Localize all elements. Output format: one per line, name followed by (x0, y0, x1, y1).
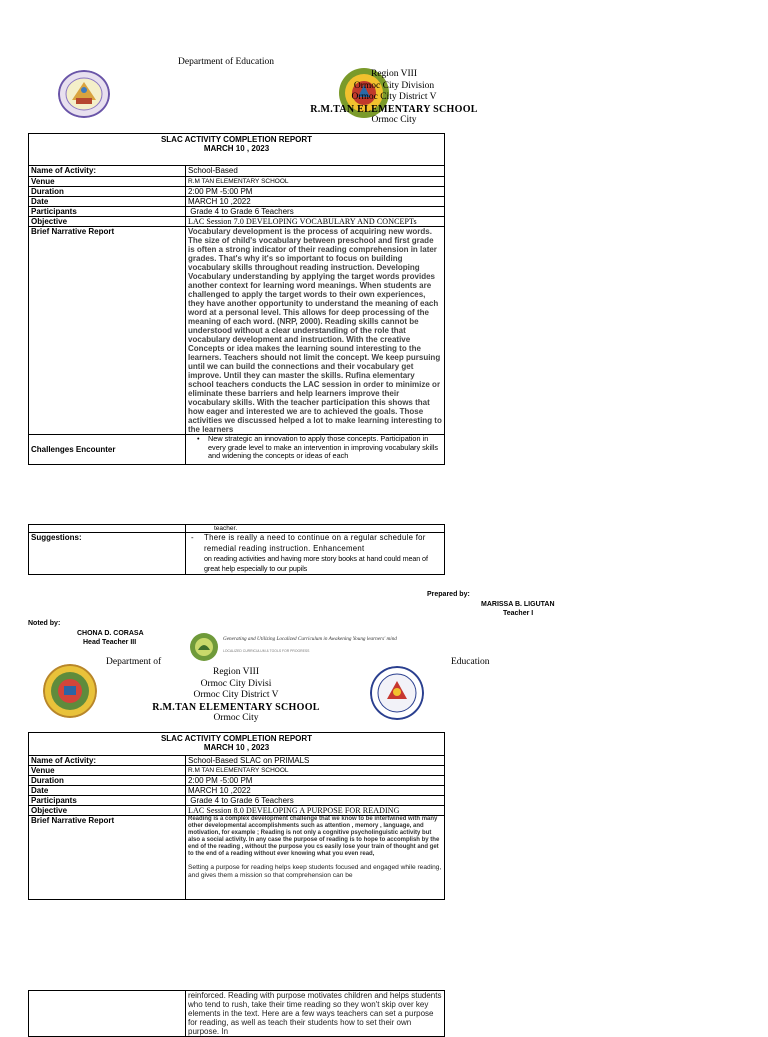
deped-seal-icon (370, 666, 424, 720)
participants-label: Participants (29, 207, 186, 217)
teacher-tail (186, 525, 445, 533)
objective-value-2: LAC Session 8.0 DEVELOPING A PURPOSE FOR READING (186, 806, 445, 816)
duration-label-2: Duration (29, 776, 186, 786)
banner-tagline: Generating and Utilizing Localized Curriculum in Awakening Young learners' mind (223, 636, 397, 642)
school-header-block (296, 69, 492, 127)
empty-cell (29, 525, 186, 533)
objective-label: Objective (29, 217, 186, 227)
report-table-1 (28, 133, 445, 465)
narrative-value: Vocabulary development is the process of acquiring new words. The size of child's vocabulary between preschool and first grade is often a strong indicator of their reading comprehension in later grades. That's why it's so important to focus on building vocabulary skills throughout reading instruction. Developing Vocabulary understanding by applying the target words provides another context for learning word meanings. When students are challenged to apply the target words to their own experiences, they have another opportunity to understand the meaning of each word at a personal level. This allows for deep processing of the meaning of each word. (NRP, 2000). Reading skills cannot be understood without a clear understanding of the role that vocabulary development and instruction. With the creative Concepts or idea makes the learning sound interesting to the learners. Teachers should not limit the concept. We keep pursuing until we can build the connections and their vocabulary get improve. Until they can master the skills. Rufina elementary school teachers conducts the LAC session in order to minimize or eliminate these barriers and help learners improve their vocabulary skills. With the teacher participation this shows that how eager and interested we are to achieved the goals. Those activities we discussed helped a lot to make learning interesting to the learners (186, 227, 445, 435)
name-of-activity-label: Name of Activity: (29, 166, 186, 177)
city-line: Ormoc City (371, 115, 417, 125)
duration-label: Duration (29, 187, 186, 197)
noted-by-label: Noted by: (28, 620, 61, 627)
report-title-cell-2 (29, 733, 445, 756)
teacher-tail-text: teacher. (214, 525, 238, 532)
narrative-label: Brief Narrative Report (29, 227, 186, 435)
report-table-1-continued (28, 524, 445, 575)
narrative-value-2b: Setting a purpose for reading helps keep students focused and engaged while reading, and gives them a mission so that comprehension can be (188, 864, 442, 879)
participants-label-2: Participants (29, 796, 186, 806)
noted-name: CHONA D. CORASA (77, 630, 144, 637)
venue-value-2: R.M TAN ELEMENTARY SCHOOL (186, 766, 445, 776)
city-line-2: Ormoc City (213, 713, 259, 723)
guliam-logo-icon (189, 632, 219, 662)
suggestions-value-b: on reading activities and having more story books at hand could mean of great help especially to our pupils (204, 554, 428, 573)
report-date-line: MARCH 10 , 2023 (203, 144, 270, 153)
objective-label-2: Objective (29, 806, 186, 816)
date-label-2: Date (29, 786, 186, 796)
venue-value: R.M TAN ELEMENTARY SCHOOL (186, 177, 445, 187)
duration-value-2: 2:00 PM -5:00 PM (186, 776, 445, 786)
narrative-tail-2: reinforced. Reading with purpose motivates children and helps students who tend to rush, take their time reading so they won't skip over key elements in the text. Here are a few ways teachers can set a purpose for reading, as well as teach their students how to set their own purpose. In (186, 991, 445, 1037)
name-of-activity-value: School-Based (186, 166, 445, 177)
name-of-activity-label-2: Name of Activity: (29, 756, 186, 766)
report-title-2: SLAC ACTIVITY COMPLETION REPORT (160, 734, 313, 743)
region-line-2: Region VIII (213, 667, 259, 677)
school-name-2: R.M.TAN ELEMENTARY SCHOOL (152, 701, 320, 713)
report-title: SLAC ACTIVITY COMPLETION REPORT (160, 135, 313, 144)
suggestions-label: Suggestions: (29, 533, 186, 575)
suggestions-value-a: There is really a need to continue on a regular schedule for remedial reading instruction. Enhancement (204, 533, 426, 553)
empty-cell-2 (29, 991, 186, 1037)
report-date-line-2: MARCH 10 , 2023 (203, 743, 270, 752)
date-label: Date (29, 197, 186, 207)
department-left-label: Department of (106, 657, 162, 667)
venue-label-2: Venue (29, 766, 186, 776)
challenges-value: New strategic an innovation to apply those concepts. Participation in every grade level to make an intervention in improving vocabulary skills and widening the concepts or ideas of each (208, 434, 438, 460)
report-table-2-continued (28, 990, 445, 1037)
district-line: Ormoc City District V (351, 92, 437, 102)
participants-value: Grade 4 to Grade 6 Teachers (186, 207, 445, 217)
report-table-2 (28, 732, 445, 900)
report-title-cell (29, 134, 445, 166)
date-value-2: MARCH 10 ,2022 (186, 786, 445, 796)
prepared-title: Teacher I (503, 610, 534, 617)
narrative-label-2: Brief Narrative Report (29, 816, 186, 900)
objective-value: LAC Session 7.0 DEVELOPING VOCABULARY AND CONCEPTs (186, 217, 445, 227)
duration-value: 2:00 PM -5:00 PM (186, 187, 445, 197)
narrative-cell-2 (186, 816, 445, 900)
narrative-value-2a: Reading is a complex development challenge that we know to be intertwined with many other developmental accomplishments such as attention , memory , language, and motivation, for example ; Reading is not only a cognitive psycholinguistic activity but also a social activity. In any case the purpose of reading is to hope to accomplish by the end of the reading , without the purpose you cs easily lose your train of thought and get to the end of a reading without ever knowing what you even read, (188, 816, 440, 857)
division-line-2: Ormoc City Divisi (200, 678, 272, 689)
banner-subtag: LOCALIZED CURRICULUM & TOOLS FOR PROGRESS (223, 649, 310, 653)
school-seal-icon-2 (43, 664, 97, 718)
suggestions-cell (186, 533, 445, 575)
name-of-activity-value-2: School-Based SLAC on PRIMALS (186, 756, 445, 766)
date-value: MARCH 10 ,2022 (186, 197, 445, 207)
division-line: Ormoc City Division (353, 80, 435, 91)
deped-division-seal-icon (58, 70, 110, 118)
department-right-label: Education (451, 657, 490, 667)
challenges-label: Challenges Encounter (29, 435, 186, 465)
district-line-2: Ormoc City District V (193, 690, 279, 700)
prepared-by-label: Prepared by: (427, 591, 470, 598)
challenges-cell (186, 435, 445, 465)
noted-title: Head Teacher III (83, 639, 137, 646)
prepared-name: MARISSA B. LIGUTAN (481, 601, 555, 608)
participants-value-2: Grade 4 to Grade 6 Teachers (186, 796, 445, 806)
bullet-icon: • (197, 434, 200, 443)
department-label: Department of Education (178, 57, 275, 67)
school-name: R.M.TAN ELEMENTARY SCHOOL (310, 103, 478, 115)
venue-label: Venue (29, 177, 186, 187)
region-line: Region VIII (371, 69, 417, 79)
dash-bullet-icon: - (191, 533, 194, 542)
school-header-block-2 (138, 667, 334, 725)
